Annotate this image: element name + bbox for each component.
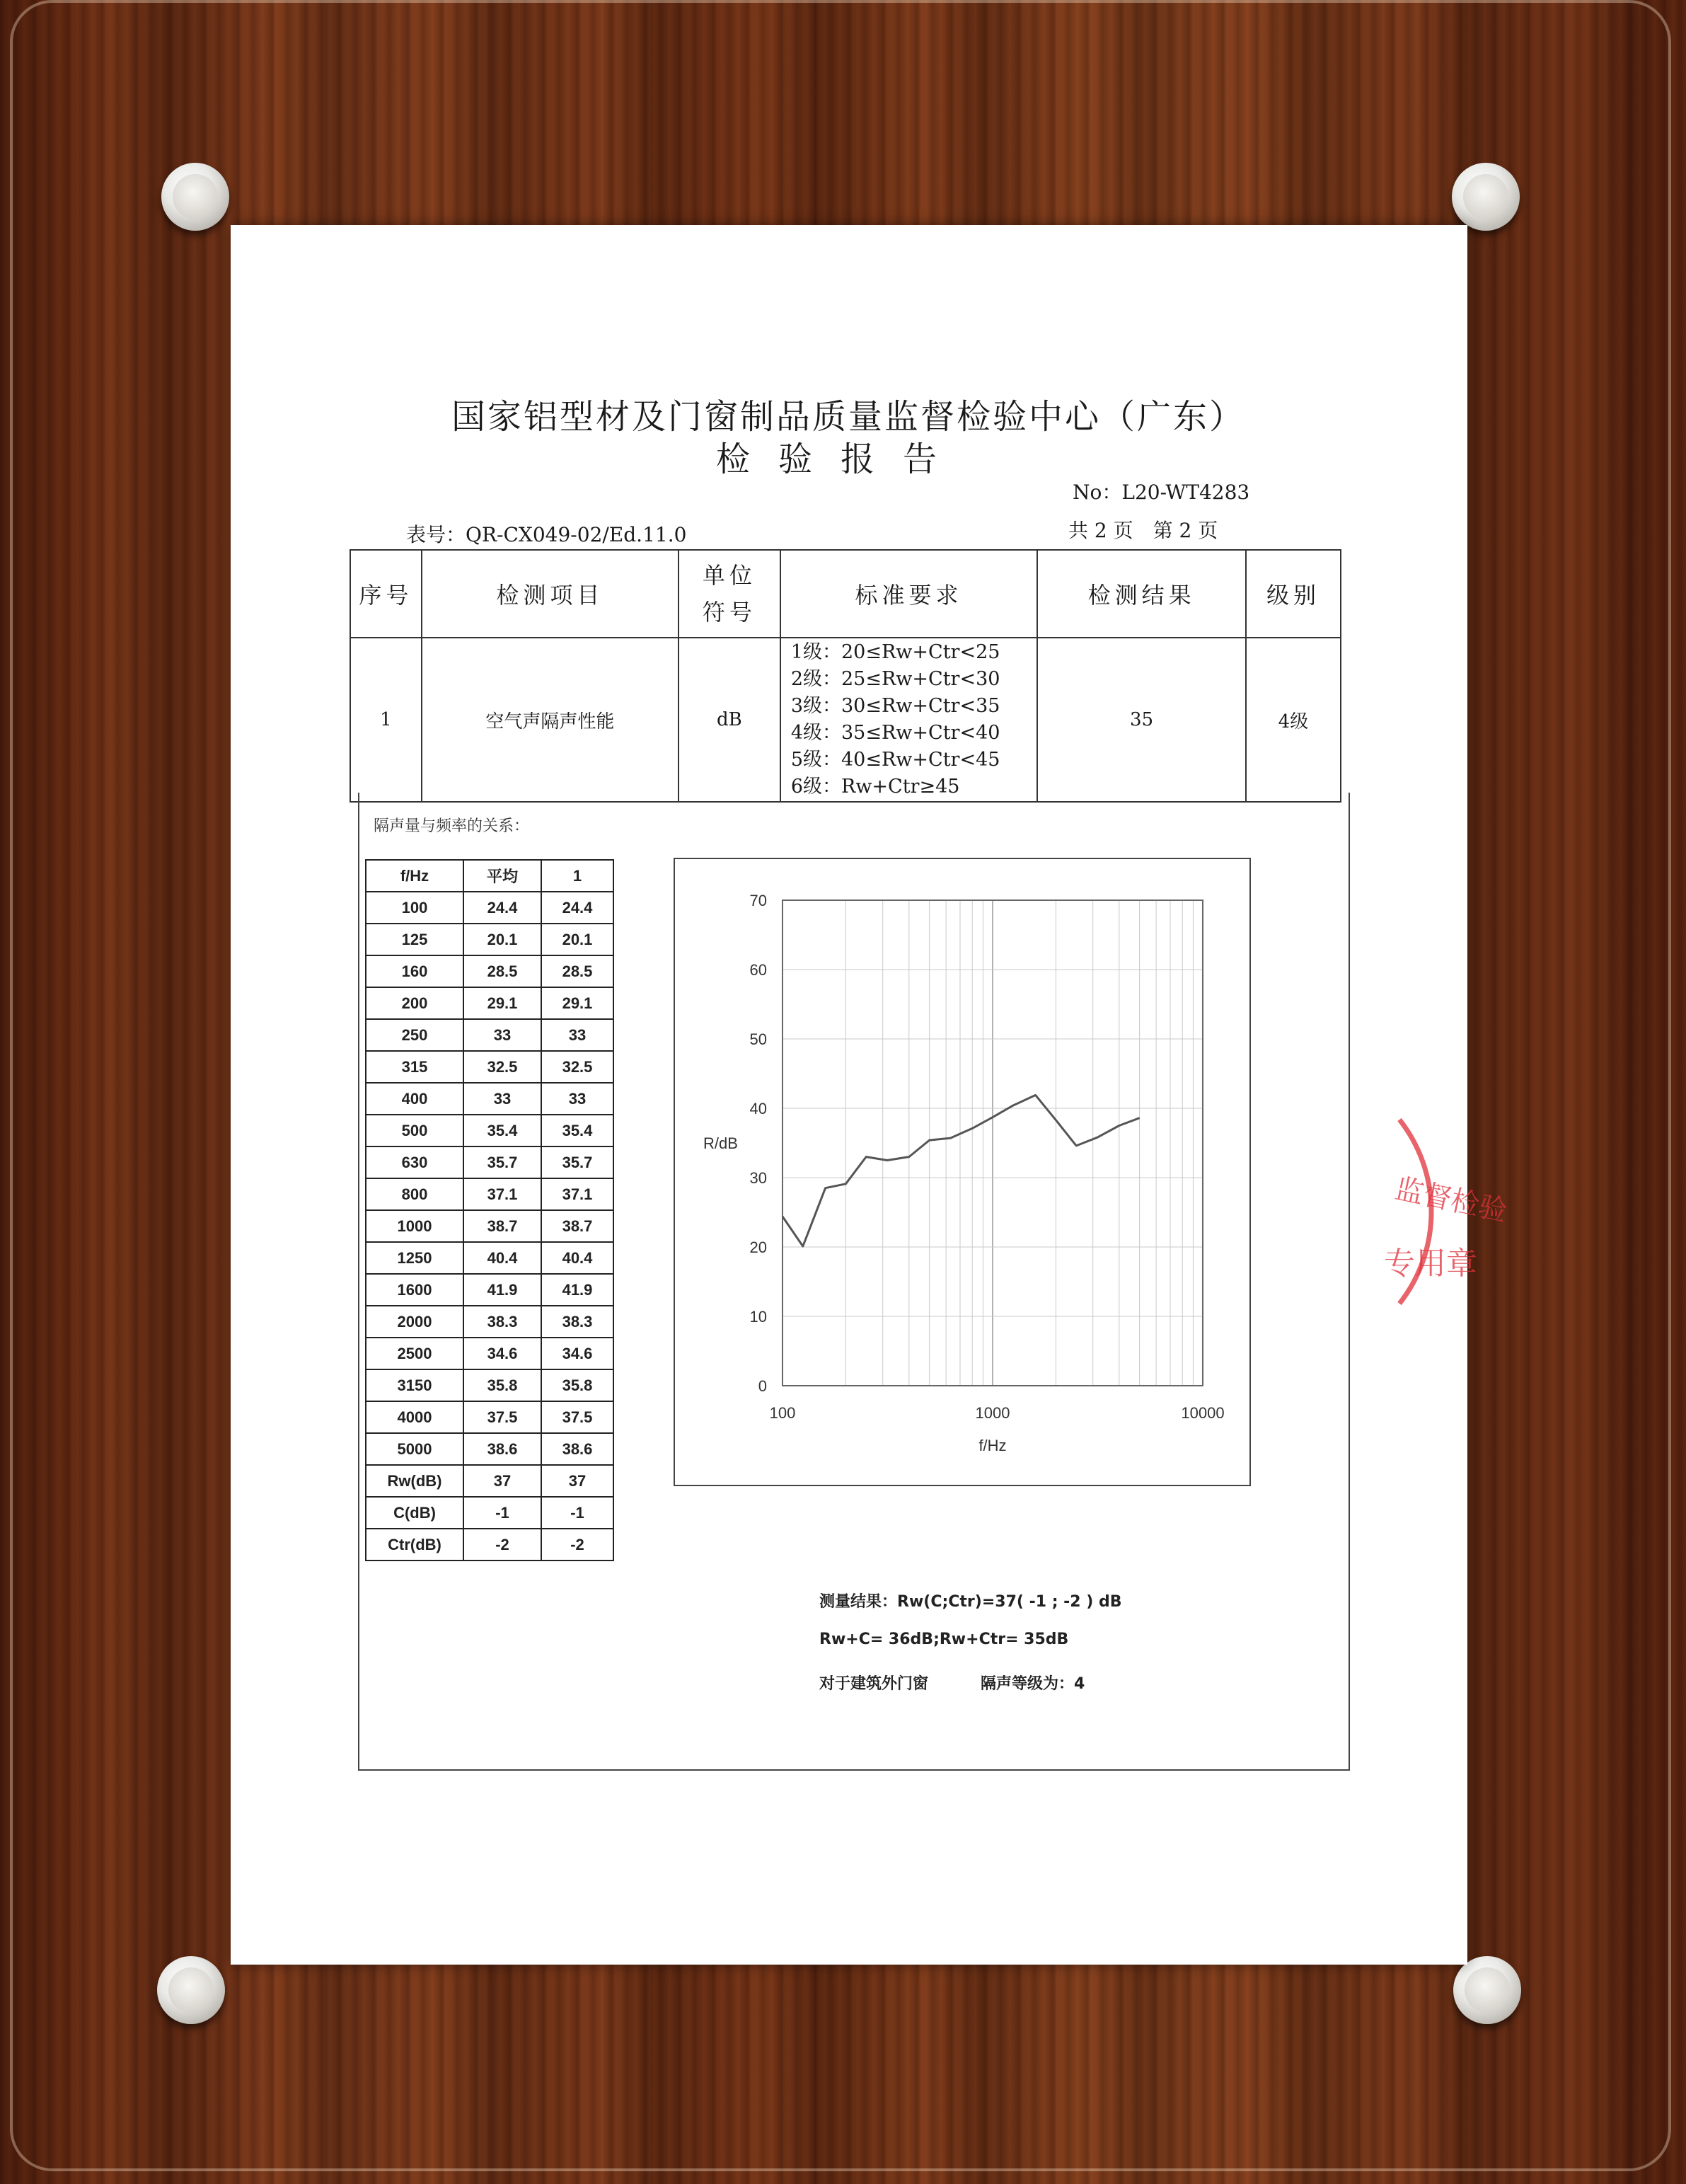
result-grade: 隔声等级为：4 [981, 1675, 1085, 1693]
data-point [972, 1128, 973, 1129]
freq-cell: 34.6 [541, 1338, 613, 1369]
requirement-4: 4级：35≤Rw+Ctr<40 [790, 722, 1000, 744]
freq-cell: 37 [463, 1465, 541, 1497]
test-items-table [350, 549, 1341, 803]
doc-title: 检验报告 [715, 439, 965, 479]
screw-top-right [1452, 163, 1520, 231]
svg-text:监督检验: 监督检验 [1392, 1172, 1510, 1229]
data-point [1076, 1145, 1077, 1146]
x-tick-label: 100 [769, 1404, 796, 1422]
table-row [366, 1433, 613, 1465]
data-point [802, 1246, 803, 1247]
freq-cell: 37.5 [541, 1401, 613, 1433]
freq-cell: 38.3 [463, 1306, 541, 1338]
form-number: 表号：QR-CX049-02/Ed.11.0 [406, 523, 687, 546]
header-item: 检测项目 [422, 550, 679, 638]
y-tick-label: 10 [749, 1308, 767, 1326]
result-detail: Rw+C= 36dB;Rw+Ctr= 35dB [819, 1631, 1069, 1648]
freq-cell: 37.5 [463, 1401, 541, 1433]
header-seq: 序号 [350, 550, 422, 638]
freq-cell: 630 [366, 1146, 463, 1178]
freq-cell: -1 [541, 1497, 613, 1529]
freq-cell: 38.7 [541, 1210, 613, 1242]
y-tick-label: 50 [749, 1030, 767, 1048]
freq-cell: 35.8 [463, 1369, 541, 1401]
table-row [366, 1178, 613, 1210]
freq-cell: 315 [366, 1051, 463, 1083]
freq-cell: 35.8 [541, 1369, 613, 1401]
data-point [950, 1138, 951, 1139]
freq-cell: 37.1 [541, 1178, 613, 1210]
table-row [366, 1465, 613, 1497]
series-line [783, 1095, 1140, 1246]
row-requirements [780, 638, 1037, 802]
freq-cell: 38.6 [541, 1433, 613, 1465]
freq-cell: 38.7 [463, 1210, 541, 1242]
freq-cell: 38.3 [541, 1306, 613, 1338]
y-axis-label: R/dB [703, 1134, 738, 1152]
frequency-table [365, 859, 614, 1561]
table-row [366, 1338, 613, 1369]
sound-insulation-chart [675, 859, 1249, 1485]
table-row [366, 1146, 613, 1178]
x-tick-label: 10000 [1181, 1404, 1225, 1422]
freq-cell: 1600 [366, 1274, 463, 1306]
header-grade: 级别 [1246, 550, 1341, 638]
table-row [366, 1497, 613, 1529]
table-row [366, 1115, 613, 1146]
table-row [366, 987, 613, 1019]
table-row [366, 1051, 613, 1083]
freq-cell: 28.5 [541, 955, 613, 987]
freq-cell: 28.5 [463, 955, 541, 987]
freq-cell: 500 [366, 1115, 463, 1146]
freq-cell: 5000 [366, 1433, 463, 1465]
table-header-row [350, 550, 1341, 638]
table-row [366, 1274, 613, 1306]
y-tick-label: 60 [749, 961, 767, 979]
freq-cell: 40.4 [463, 1242, 541, 1274]
data-point [1035, 1095, 1036, 1096]
data-point [845, 1183, 846, 1184]
freq-cell: 33 [463, 1019, 541, 1051]
data-point [866, 1156, 867, 1157]
freq-cell: 32.5 [541, 1051, 613, 1083]
table-row [366, 1019, 613, 1051]
freq-cell: Rw(dB) [366, 1465, 463, 1497]
requirement-5: 5级：40≤Rw+Ctr<45 [790, 749, 1000, 771]
freq-cell: 40.4 [541, 1242, 613, 1274]
header-unit-line1: 单位 [702, 562, 756, 589]
table-row [350, 638, 1341, 802]
screw-top-left [161, 163, 229, 231]
freq-cell: 100 [366, 892, 463, 924]
table-row [366, 955, 613, 987]
freq-cell: 33 [541, 1019, 613, 1051]
freq-cell: 41.9 [541, 1274, 613, 1306]
freq-cell: 35.4 [463, 1115, 541, 1146]
report-paper [231, 225, 1467, 1965]
result-building-label: 对于建筑外门窗 [819, 1675, 929, 1693]
page-info: 共 2 页 第 2 页 [1068, 519, 1218, 542]
freq-header-cell: f/Hz [366, 860, 463, 892]
result-summary: 测量结果：Rw(C;Ctr)=37( -1 ; -2 ) dB [819, 1593, 1122, 1611]
row-item: 空气声隔声性能 [422, 638, 679, 802]
y-tick-label: 30 [749, 1169, 767, 1187]
freq-cell: 20.1 [541, 924, 613, 955]
freq-table-header [366, 860, 613, 892]
freq-cell: -2 [463, 1529, 541, 1561]
y-tick-label: 20 [749, 1238, 767, 1256]
row-unit: dB [679, 638, 780, 802]
freq-cell: 2500 [366, 1338, 463, 1369]
freq-cell: 38.6 [463, 1433, 541, 1465]
freq-cell: 250 [366, 1019, 463, 1051]
y-tick-label: 40 [749, 1100, 767, 1117]
freq-cell: Ctr(dB) [366, 1529, 463, 1561]
freq-cell: 41.9 [463, 1274, 541, 1306]
table-row [366, 1306, 613, 1338]
data-point [1139, 1117, 1140, 1118]
freq-cell: 160 [366, 955, 463, 987]
requirement-1: 1级：20≤Rw+Ctr<25 [790, 641, 1000, 663]
freq-cell: 125 [366, 924, 463, 955]
freq-cell: 2000 [366, 1306, 463, 1338]
freq-cell: 29.1 [541, 987, 613, 1019]
y-tick-label: 70 [749, 892, 767, 909]
chart-frame [674, 858, 1251, 1486]
freq-cell: 3150 [366, 1369, 463, 1401]
org-title: 国家铝型材及门窗制品质量监督检验中心（广东） [451, 397, 1246, 437]
row-grade: 4级 [1246, 638, 1341, 802]
table-row [366, 1242, 613, 1274]
requirement-2: 2级：25≤Rw+Ctr<30 [790, 668, 1000, 690]
requirement-3: 3级：30≤Rw+Ctr<35 [790, 695, 1000, 717]
freq-cell: 35.7 [541, 1146, 613, 1178]
freq-cell: 200 [366, 987, 463, 1019]
freq-cell: 37.1 [463, 1178, 541, 1210]
row-seq: 1 [350, 638, 422, 802]
table-row [366, 924, 613, 955]
freq-cell: C(dB) [366, 1497, 463, 1529]
freq-cell: 20.1 [463, 924, 541, 955]
freq-cell: 24.4 [463, 892, 541, 924]
freq-cell: 800 [366, 1178, 463, 1210]
freq-cell: 29.1 [463, 987, 541, 1019]
header-unit-line2: 符号 [702, 599, 756, 626]
freq-cell: 24.4 [541, 892, 613, 924]
screw-bottom-right [1453, 1956, 1521, 2024]
freq-header-cell: 平均 [463, 860, 541, 892]
data-point [908, 1156, 909, 1157]
table-row [366, 1529, 613, 1561]
y-tick-label: 0 [758, 1377, 767, 1395]
freq-cell: 37 [541, 1465, 613, 1497]
x-tick-label: 1000 [975, 1404, 1010, 1422]
screw-bottom-left [157, 1956, 225, 2024]
table-row [366, 892, 613, 924]
table-row [366, 1083, 613, 1115]
freq-cell: 1250 [366, 1242, 463, 1274]
freq-cell: 400 [366, 1083, 463, 1115]
table-row [366, 1210, 613, 1242]
relation-label: 隔声量与频率的关系： [374, 817, 530, 835]
header-unit [679, 550, 780, 638]
header-result: 检测结果 [1037, 550, 1246, 638]
freq-cell: 35.7 [463, 1146, 541, 1178]
freq-cell: 1000 [366, 1210, 463, 1242]
table-row [366, 1401, 613, 1433]
header-requirement: 标准要求 [780, 550, 1037, 638]
freq-cell: -1 [463, 1497, 541, 1529]
svg-text:专用章: 专用章 [1384, 1246, 1477, 1282]
data-point [929, 1140, 930, 1141]
freq-cell: 32.5 [463, 1051, 541, 1083]
table-row [366, 1369, 613, 1401]
freq-cell: 33 [541, 1083, 613, 1115]
report-number: No：L20-WT4283 [1073, 481, 1250, 504]
freq-cell: 33 [463, 1083, 541, 1115]
x-axis-label: f/Hz [978, 1437, 1007, 1454]
requirement-6: 6级：Rw+Ctr≥45 [790, 776, 960, 798]
freq-cell: 35.4 [541, 1115, 613, 1146]
freq-cell: -2 [541, 1529, 613, 1561]
row-result: 35 [1037, 638, 1246, 802]
freq-cell: 4000 [366, 1401, 463, 1433]
freq-header-cell: 1 [541, 860, 613, 892]
data-point [1012, 1105, 1013, 1106]
freq-cell: 34.6 [463, 1338, 541, 1369]
